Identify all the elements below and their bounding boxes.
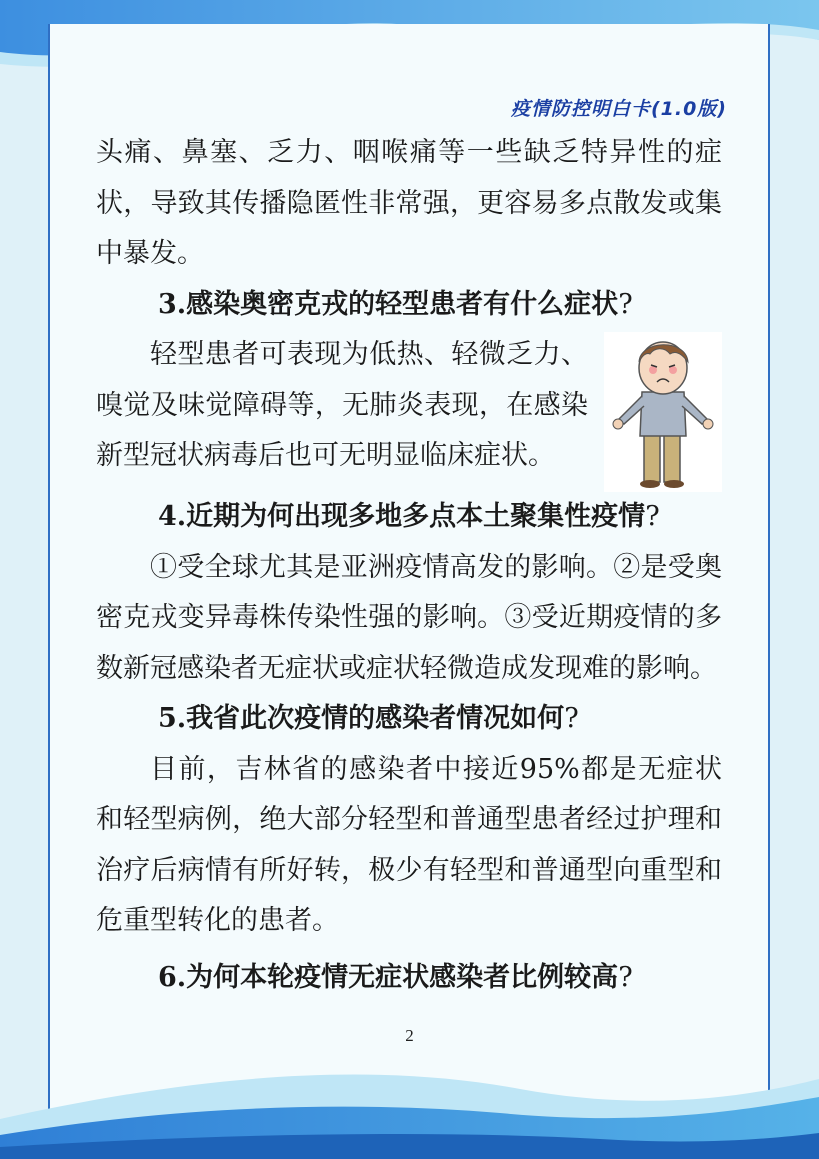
question-4-answer: ①受全球尤其是亚洲疫情高发的影响。②是受奥密克戎变异毒株传染性强的影响。③受近期疫情的多数新冠感染者无症状或症状轻微造成发现难的影响。 <box>96 551 722 684</box>
document-body <box>96 128 722 1003</box>
question-5-title: 5.我省此次疫情的感染者情况如何? <box>158 703 579 734</box>
question-4-title: 4.近期为何出现多地多点本土聚集性疫情? <box>158 501 660 532</box>
page-number: 2 <box>405 1026 414 1045</box>
background-wave-bottom <box>0 1039 819 1159</box>
question-3-title: 3.感染奥密克戎的轻型患者有什么症状? <box>158 288 633 320</box>
question-6-title: 6.为何本轮疫情无症状感染者比例较高? <box>158 961 633 993</box>
sick-person-icon <box>604 332 722 492</box>
question-3-answer: 轻型患者可表现为低热、轻微乏力、嗅觉及味觉障碍等，无肺炎表现，在感染新型冠状病毒后也可无明显临床症状。 <box>96 339 588 471</box>
header-title: 疫情防控明白卡(1.0版) <box>510 98 727 120</box>
paragraph-continued: 头痛、鼻塞、乏力、咽喉痛等一些缺乏特异性的症状，导致其传播隐匿性非常强，更容易多点散发或集中暴发。 <box>96 137 722 269</box>
question-5-answer: 目前，吉林省的感染者中接近95%都是无症状和轻型病例，绝大部分轻型和普通型患者经过护理和治疗后病情有所好转，极少有轻型和普通型向重型和危重型转化的患者。 <box>96 753 722 936</box>
